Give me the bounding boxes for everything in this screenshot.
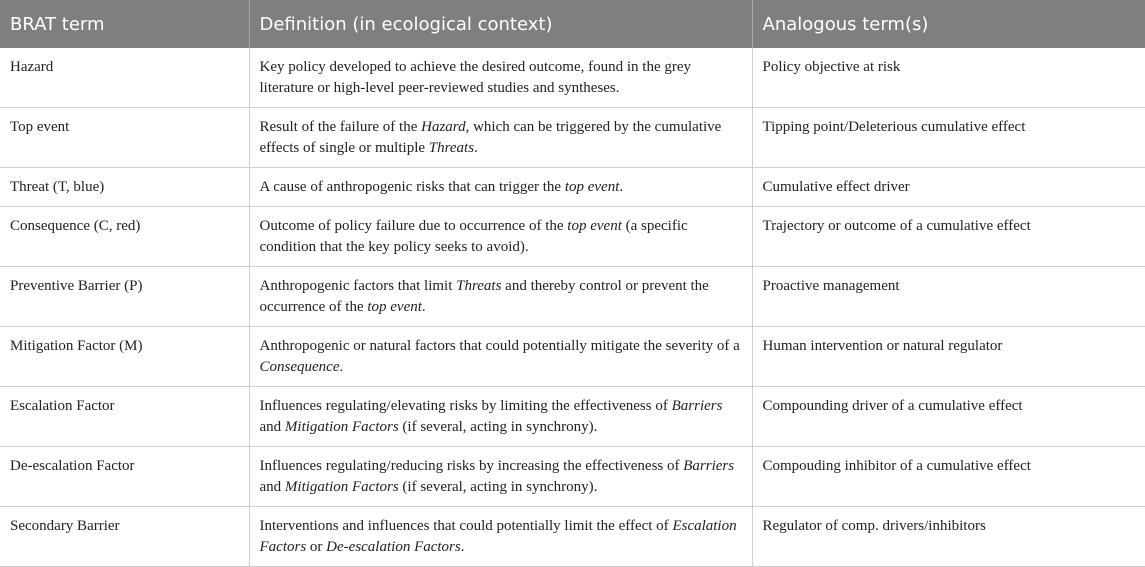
definition-italic-term: Threats [428,140,475,156]
definition-italic-term: Hazard [421,119,466,135]
brat-term-cell: Top event [0,108,249,168]
definition-text: Anthropogenic or natural factors that could potentially mitigate the severity of a [259,338,740,354]
definition-italic-term: Barriers [671,398,723,414]
definition-text: . [421,299,426,315]
table-row [0,387,1145,447]
definition-text: Outcome of policy failure due to occurrence of the [259,218,568,234]
table-row [0,168,1145,207]
definition-text: . [474,140,478,156]
definition-cell [249,168,752,207]
definition-cell [249,447,752,507]
brat-term-cell: Consequence (C, red) [0,207,249,267]
analogous-term-cell: Tipping point/Deleterious cumulative effect [752,108,1145,168]
brat-term-cell: De-escalation Factor [0,447,249,507]
definition-cell [249,267,752,327]
definition-text: Result of the failure of the [259,119,422,135]
definition-cell [249,507,752,567]
definition-cell [249,108,752,168]
definition-text: Key policy developed to achieve the desired outcome, found in the grey literature or high-level peer-reviewed studies and syntheses. [259,59,692,96]
definition-text: . [339,359,344,375]
header-row [0,0,1145,48]
brat-term-cell: Escalation Factor [0,387,249,447]
definition-text: and thereby control or prevent the occurrence of the [259,278,709,315]
definition-text: , which can be triggered by the cumulative effects of single or multiple [259,119,722,156]
definition-text: and [259,479,285,495]
definition-text: Anthropogenic factors that limit [259,278,457,294]
table-row [0,507,1145,567]
definition-cell [249,387,752,447]
definition-italic-term: Mitigation Factors [284,419,399,435]
definition-text: A cause of anthropogenic risks that can trigger the [259,179,565,195]
analogous-term-cell: Cumulative effect driver [752,168,1145,207]
brat-term-cell: Mitigation Factor (M) [0,327,249,387]
definition-italic-term: top event [567,218,622,234]
definition-text: (if several, acting in synchrony). [398,419,598,435]
definition-italic-term: top event [564,179,620,195]
definition-text: . [460,539,465,555]
brat-term-cell: Hazard [0,48,249,108]
table-row [0,108,1145,168]
definition-text: Influences regulating/reducing risks by increasing the effectiveness of [259,458,684,474]
definition-italic-term: Escalation Factors [259,518,737,555]
definition-text: . [619,179,624,195]
header-analogous-terms: Analogous term(s) [752,0,1145,48]
definition-italic-term: De-escalation Factors [326,539,461,555]
table-row [0,267,1145,327]
definition-italic-term: top event [367,299,422,315]
definition-text: or [306,539,327,555]
analogous-term-cell: Human intervention or natural regulator [752,327,1145,387]
analogous-term-cell: Compouding inhibitor of a cumulative effect [752,447,1145,507]
header-brat-term: BRAT term [0,0,249,48]
analogous-term-cell: Compounding driver of a cumulative effect [752,387,1145,447]
definition-italic-term: Threats [456,278,502,294]
brat-term-cell: Threat (T, blue) [0,168,249,207]
definition-text: (a specific condition that the key policy seeks to avoid). [259,218,688,255]
header-definition: Definition (in ecological context) [249,0,752,48]
brat-term-cell: Preventive Barrier (P) [0,267,249,327]
definition-text: and [259,419,285,435]
definition-cell [249,327,752,387]
table-row [0,207,1145,267]
table-row [0,447,1145,507]
definition-text: Influences regulating/elevating risks by limiting the effectiveness of [259,398,672,414]
table-body [0,48,1145,567]
definition-text: (if several, acting in synchrony). [398,479,598,495]
analogous-term-cell: Policy objective at risk [752,48,1145,108]
definition-italic-term: Mitigation Factors [284,479,399,495]
table-row [0,327,1145,387]
analogous-term-cell: Proactive management [752,267,1145,327]
definition-cell [249,48,752,108]
table-row [0,48,1145,108]
definition-italic-term: Consequence [259,359,340,375]
brat-term-cell: Secondary Barrier [0,507,249,567]
definition-italic-term: Barriers [683,458,735,474]
table-header [0,0,1145,48]
definition-text: Interventions and influences that could potentially limit the effect of [259,518,673,534]
analogous-term-cell: Trajectory or outcome of a cumulative effect [752,207,1145,267]
analogous-term-cell: Regulator of comp. drivers/inhibitors [752,507,1145,567]
definition-cell [249,207,752,267]
